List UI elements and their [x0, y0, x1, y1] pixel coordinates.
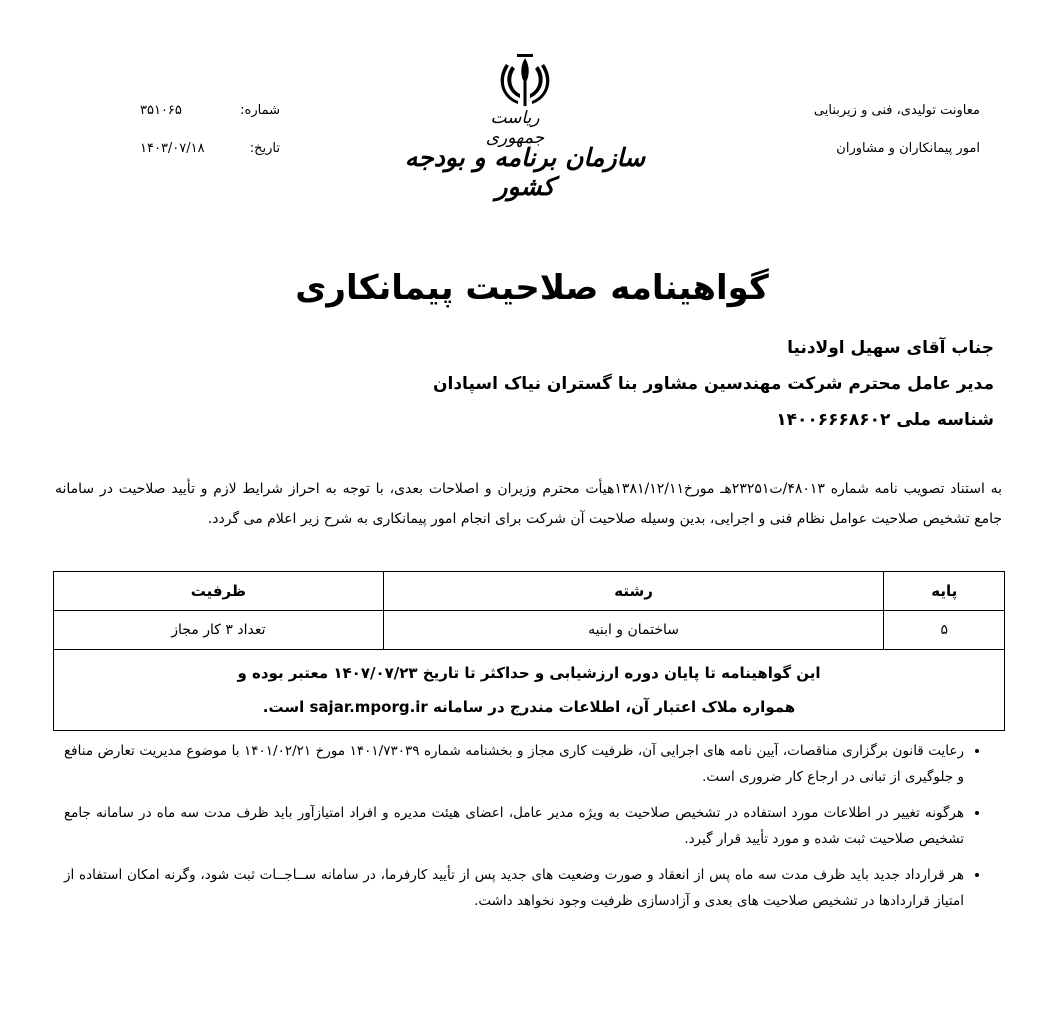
department-line-2: امور پیمانکاران و مشاوران	[836, 141, 980, 156]
list-item: • رعایت قانون برگزاری مناقصات، آیین نامه های اجرایی آن، ظرفیت کاری مجاز و بخشنامه شماره ۱۴۰۱/۷۳۰۳۹ مورخ ۱۴۰۱/۰۲/۲۱ با موضوع مدیریت تعارض منافع و جلوگیری از تبانی در ارجاع کار ضروری است.	[64, 738, 964, 790]
department-line-1: معاونت تولیدی، فنی و زیربنایی	[813, 103, 980, 118]
addressee-name: جناب آقای سهیل اولادنیا	[787, 338, 994, 358]
header-capacity: ظرفیت	[54, 572, 384, 611]
national-id: شناسه ملی ۱۴۰۰۶۶۶۸۶۰۲	[776, 410, 994, 430]
number-value: ۳۵۱۰۶۵	[140, 103, 182, 118]
addressee-block	[294, 330, 994, 438]
cell-capacity: تعداد ۳ کار مجاز	[54, 611, 384, 650]
header-grade: پایه	[884, 572, 1005, 611]
org-line-presidency: ریاست جمهوری	[485, 108, 545, 148]
org-name: سازمان برنامه و بودجه کشور	[404, 143, 646, 201]
table-row	[54, 611, 1005, 650]
validity-note-row	[54, 650, 1005, 731]
number-row	[140, 92, 280, 130]
header-field: رشته	[383, 572, 884, 611]
qualification-table	[53, 571, 1005, 731]
validity-note-line-1: این گواهینامه تا پایان دوره ارزشیابی و حداکثر تا تاریخ ۱۴۰۷/۰۷/۲۳ معتبر بوده و	[237, 664, 821, 682]
addressee-position: مدیر عامل محترم شرکت مهندسین مشاور بنا گستران نیاک اسپادان	[433, 374, 994, 394]
list-item: • هر قرارداد جدید باید ظرف مدت سه ماه پس از انعقاد و صورت وضعیت های جدید پس از تأیید کارفرما، در سامانه ســاجــات ثبت شود، وگرنه امکان استفاده از امتیاز قراردادها در تشخیص صلاحیت های بعدی و آزادسازی ظرفیت وجود نخواهد داشت.	[64, 862, 964, 914]
list-item: • هرگونه تغییر در اطلاعات مورد استفاده در تشخیص صلاحیت به ویژه مدیر عامل، اعضای هیئت مدیره و افراد امتیازآور باید ظرف مدت سه ماه در سامانه جامع تشخیص صلاحیت ثبت شده و مورد تأیید قرار گیرد.	[64, 800, 964, 852]
certificate-title: گواهینامه صلاحیت پیمانکاری	[295, 268, 769, 308]
cell-grade: ۵	[884, 611, 1005, 650]
validity-note	[54, 650, 1005, 731]
cell-field: ساختمان و ابنیه	[383, 611, 884, 650]
body-paragraph: به استناد تصویب نامه شماره ۴۸۰۱۳/ت۲۳۲۵۱هـ مورخ۱۳۸۱/۱۲/۱۱هیأت محترم وزیران و اصلاحات بعدی، با توجه به احراز شرایط لازم و تأیید صلاحیت در سامانه جامع تشخیص صلاحیت عوامل نظام فنی و اجرایی، بدین وسیله صلاحیت آن شرکت برای انجام امور پیمانکاری به شرح زیر اعلام می گردد.	[55, 481, 1002, 527]
date-label: تاریخ:	[249, 141, 280, 156]
department-block	[720, 92, 980, 168]
date-value: ۱۴۰۳/۰۷/۱۸	[140, 141, 205, 156]
reference-block	[140, 92, 280, 168]
conditions-list	[64, 738, 982, 924]
table-header-row	[54, 572, 1005, 611]
date-row	[140, 130, 280, 168]
iran-emblem-icon	[490, 52, 560, 112]
number-label: شماره:	[240, 103, 280, 118]
validity-note-line-2: همواره ملاک اعتبار آن، اطلاعات مندرج در سامانه sajar.mporg.ir است.	[262, 698, 796, 716]
